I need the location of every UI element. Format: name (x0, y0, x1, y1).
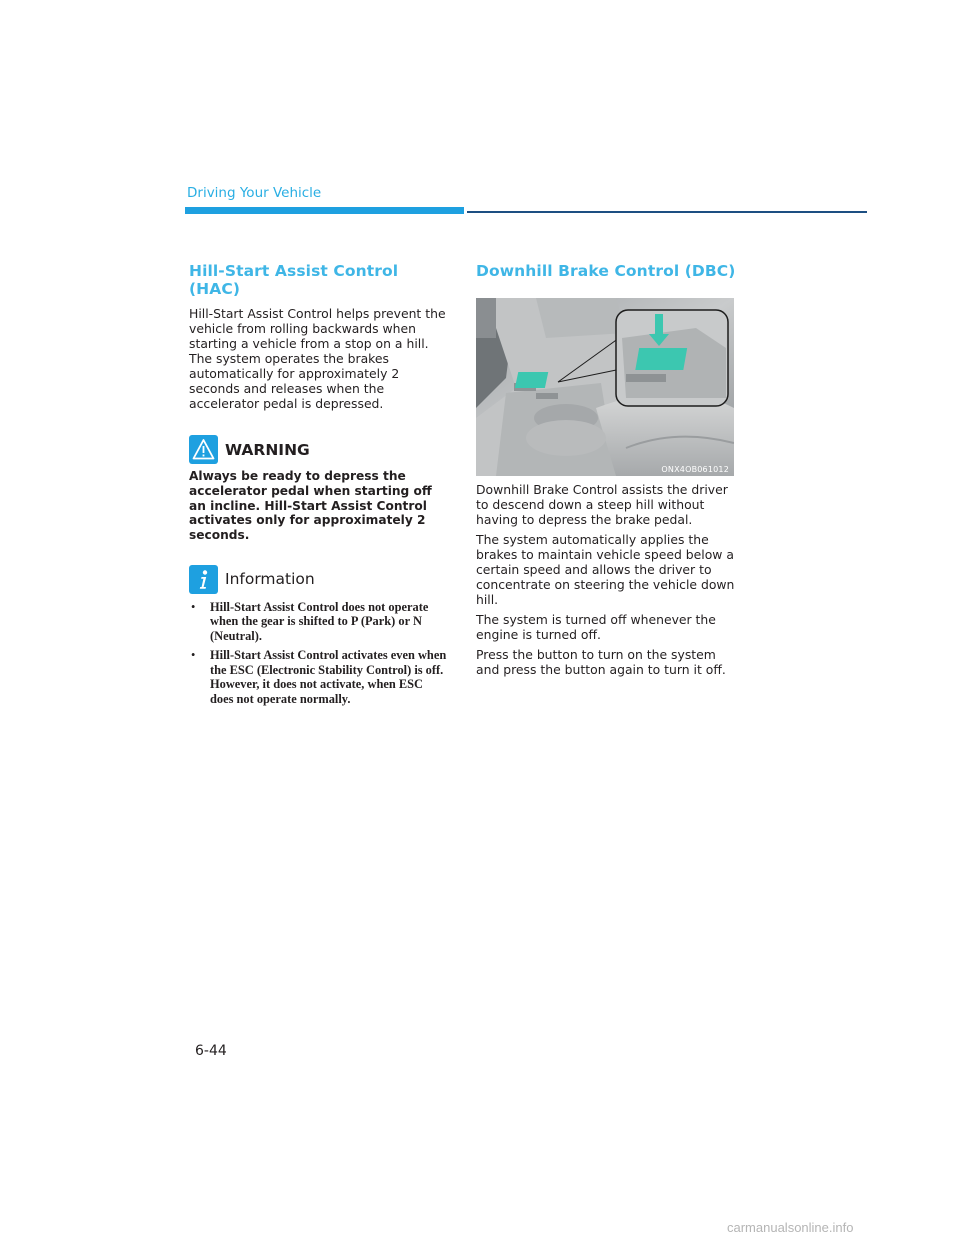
page-number: 6-44 (195, 1043, 227, 1059)
warning-text: Always be ready to depress the accelerator pedal when starting off an incline. Hill-Start Assist Control activates only for approximately 2 seconds. (189, 469, 432, 543)
dbc-paragraph: The system is turned off whenever the engine is turned off. (476, 612, 716, 642)
info-icon (189, 565, 218, 594)
section-title: Driving Your Vehicle (187, 185, 322, 201)
list-item: • Hill-Start Assist Control activates even when the ESC (Electronic Stability Control) is off. However, it does not activate, when ESC does not operate normally. (189, 648, 447, 706)
information-header (189, 565, 447, 594)
dbc-paragraph: The system automatically applies the brakes to maintain vehicle speed below a certain speed and allows the driver to concentrate on steering the vehicle down hill. (476, 532, 735, 607)
information-list (189, 600, 447, 707)
header-rule-accent (185, 207, 464, 214)
watermark: carmanualsonline.info (727, 1220, 854, 1235)
warning-triangle-icon (189, 435, 218, 464)
hac-body: Hill-Start Assist Control helps prevent the vehicle from rolling backwards when starting a vehicle from a stop on a hill. The system operates the brakes automatically for approximately 2 seconds and releases when the accelerator pedal is depressed. (189, 306, 446, 411)
hac-heading: Hill-Start Assist Control (HAC) (189, 262, 399, 298)
warning-title: WARNING (225, 440, 310, 459)
right-column (476, 262, 738, 682)
warning-header (189, 435, 447, 464)
dbc-paragraph: Downhill Brake Control assists the driver to descend down a steep hill without having to depress the brake pedal. (476, 482, 728, 527)
figure-code: ONX4OB061012 (661, 465, 729, 474)
header-rule (467, 211, 867, 213)
dbc-heading: Downhill Brake Control (DBC) (476, 262, 736, 280)
dbc-paragraph: Press the button to turn on the system and press the button again to turn it off. (476, 647, 726, 677)
dbc-button-figure (476, 298, 734, 476)
left-column (189, 262, 447, 711)
information-title: Information (225, 570, 315, 589)
console-illustration (476, 298, 734, 476)
list-item: • Hill-Start Assist Control does not operate when the gear is shifted to P (Park) or N (Neutral). (189, 600, 447, 644)
